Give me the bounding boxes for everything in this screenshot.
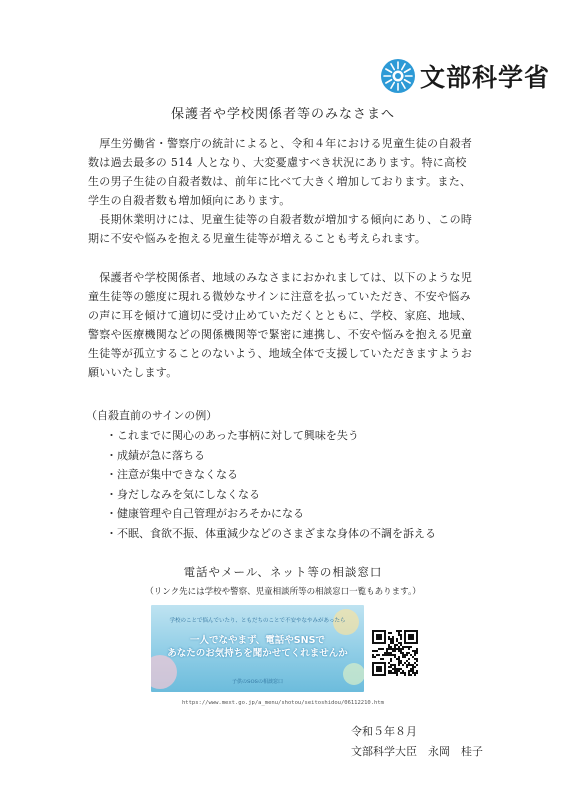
banner-line-1: 一人でなやまず、電話やSNSで bbox=[190, 635, 325, 646]
paragraph-statistics bbox=[88, 134, 488, 210]
paragraph-line: 生の男子生徒の自殺者数は、前年に比べて大きく増加しております。また、 bbox=[88, 175, 472, 188]
list-item: ・不眠、食欲不振、体重減少などのさまざまな身体の不調を訴える bbox=[106, 526, 436, 540]
paragraph-line: 厚生労働省・警察庁の統計によると、令和４年における児童生徒の自殺者 bbox=[88, 137, 473, 150]
qr-code-icon[interactable] bbox=[372, 630, 418, 676]
paragraph-line: 期に不安や悩みを抱える児童生徒等が増えることも考えられます。 bbox=[88, 232, 427, 245]
signature bbox=[351, 722, 483, 762]
list-item: ・健康管理や自己管理がおろそかになる bbox=[106, 507, 304, 521]
mext-logo-icon bbox=[380, 58, 416, 94]
signature-author: 文部科学大臣 永岡 桂子 bbox=[351, 745, 483, 758]
paragraph-line: 保護者や学校関係者、地域のみなさまにおかれましては、以下のような児 bbox=[88, 271, 473, 284]
mext-logo bbox=[380, 58, 550, 94]
consult-note: （リンク先には学校や警察、児童相談所等の相談窓口一覧もあります。） bbox=[145, 587, 421, 597]
banner-main-text bbox=[151, 634, 364, 660]
consult-url-link[interactable]: https://www.mext.go.jp/a_menu/shotou/seitoshidou/06112210.htm bbox=[182, 700, 384, 706]
page-title: 保護者や学校関係者等のみなさまへ bbox=[170, 107, 395, 122]
paragraph-holiday bbox=[88, 210, 488, 248]
list-item: ・成績が急に落ちる bbox=[106, 448, 205, 462]
banner-line-2: あなたのお気持ちを聞かせてくれませんか bbox=[167, 648, 348, 659]
paragraph-line: 願いいたします。 bbox=[88, 366, 178, 379]
list-item: ・これまでに関心のあった事柄に対して興味を失う bbox=[106, 429, 359, 442]
signature-date: 令和５年８月 bbox=[351, 725, 417, 738]
signs-heading: （自殺直前のサインの例） bbox=[86, 409, 218, 422]
paragraph-line: 長期休業明けには、児童生徒等の自殺者数が増加する傾向にあり、この時 bbox=[88, 213, 473, 226]
banner-footer-text: 子供のSOSの相談窓口 bbox=[232, 679, 283, 685]
paragraph-line: の声に耳を傾けて適切に受け止めていただくとともに、学校、家庭、地域、 bbox=[88, 309, 473, 322]
paragraph-line: 数は過去最多の 514 人となり、大変憂慮すべき状況にあります。特に高校 bbox=[88, 156, 467, 169]
logo-text: 文部科学省 bbox=[420, 63, 551, 92]
paragraph-request bbox=[88, 268, 488, 382]
list-item: ・身だしなみを気にしなくなる bbox=[106, 487, 260, 501]
consult-title: 電話やメール、ネット等の相談窓口 bbox=[183, 565, 383, 579]
paragraph-line: 警察や医療機関などの関係機関等で緊密に連携し、不安や悩みを抱える児童 bbox=[88, 328, 473, 341]
paragraph-line: 生徒等が孤立することのないよう、地域全体で支援していただきますようお bbox=[88, 347, 473, 360]
banner-small-text: 学校のことで悩んでいたり、ともだちのことで不安やなやみがあったら bbox=[169, 618, 346, 624]
list-item: ・注意が集中できなくなる bbox=[106, 468, 238, 482]
paragraph-line: 学生の自殺者数も増加傾向にあります。 bbox=[88, 194, 291, 207]
paragraph-line: 童生徒等の態度に現れる微妙なサインに注意を払っていただき、不安や悩み bbox=[88, 290, 471, 303]
signs-list bbox=[106, 426, 436, 544]
consult-banner-link[interactable] bbox=[151, 605, 364, 692]
